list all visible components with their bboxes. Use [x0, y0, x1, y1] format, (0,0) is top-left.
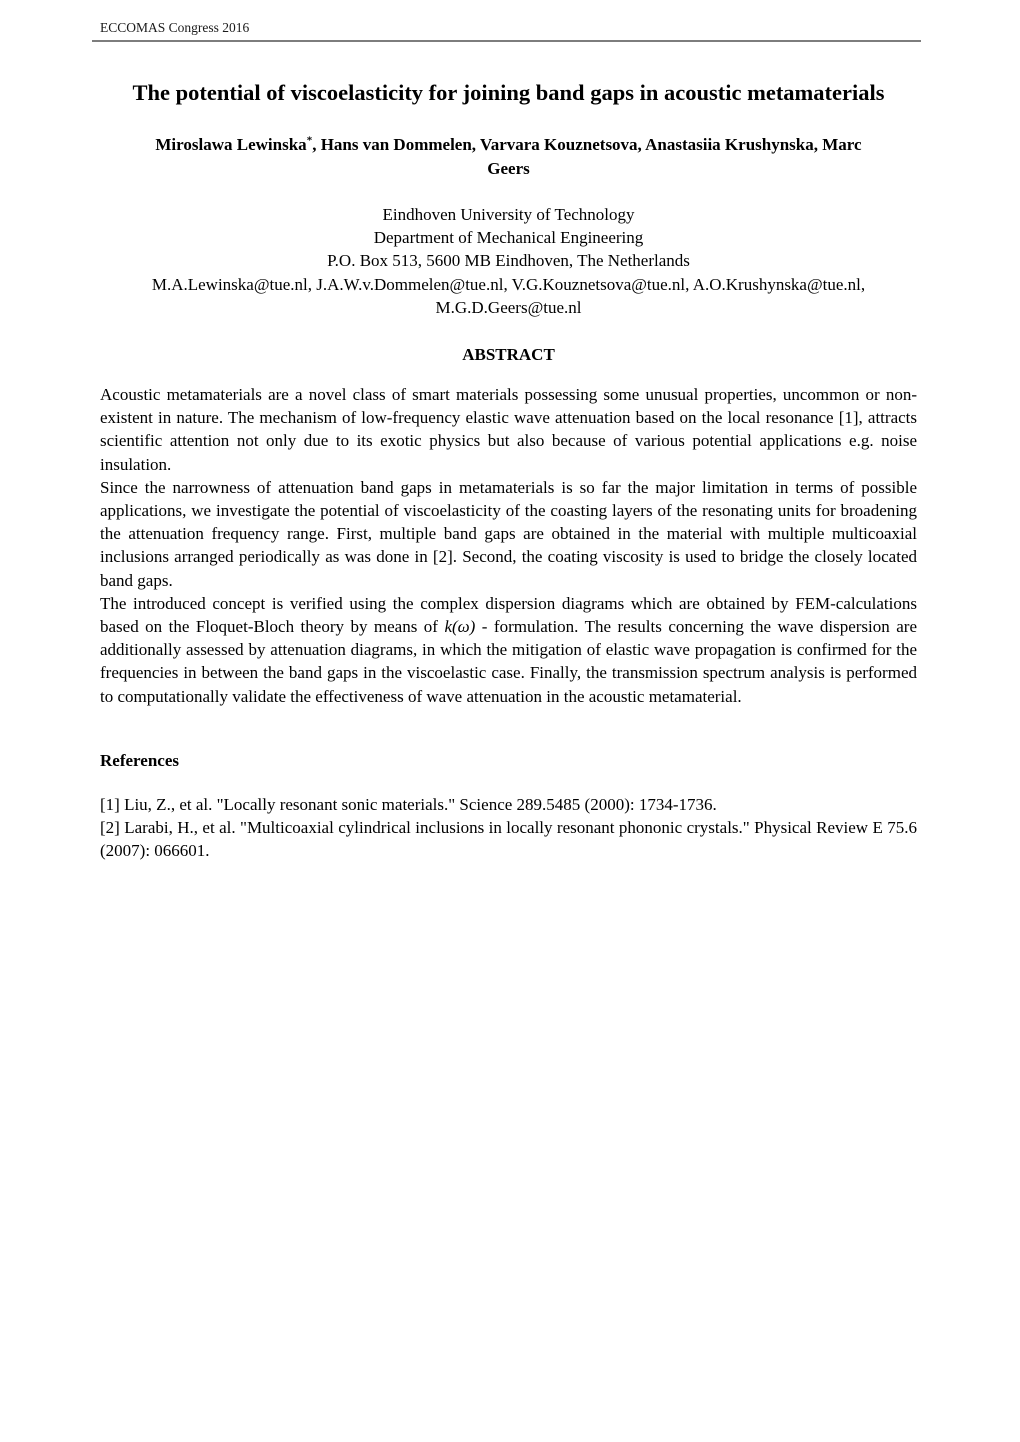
references-heading: References [100, 750, 179, 770]
reference-item-1: [1] Liu, Z., et al. "Locally resonant sonic materials." Science 289.5485 (2000): 1734-1736. [100, 794, 717, 814]
author-name-last: Geers [487, 159, 530, 178]
header-rule [92, 40, 921, 42]
abstract-paragraph-2: Since the narrowness of attenuation band gaps in metamaterials is so far the major limitation in terms of possible applications, we investigate the potential of viscoelasticity of the coasting layers of the resonating units for broadening the attenuation frequency range. First, multiple band gaps are obtained in the material with multiple multicoaxial inclusions arranged periodically as was done in [2]. Second, the coating viscosity is used to bridge the closely located band gaps. [100, 477, 917, 590]
abstract-heading: ABSTRACT [462, 345, 555, 365]
page-header [100, 20, 917, 42]
abstract-paragraph-3-lead: The introduced concept is verified using the complex dispersion diagrams which are obtained by FEM-calculations based on the Floquet-Bloch theory by means of [100, 593, 917, 637]
paper-title: The potential of viscoelasticity for joining band gaps in acoustic metamaterials [132, 80, 885, 105]
corresponding-author-asterisk: * [306, 134, 313, 147]
authors-block [100, 133, 917, 181]
abstract-paragraph-3 [100, 592, 917, 708]
affiliation-block [100, 203, 917, 319]
affiliation-university: Eindhoven University of Technology [382, 205, 635, 224]
math-k-omega: k(ω) [444, 617, 476, 637]
abstract-paragraph-1: Acoustic metamaterials are a novel class of smart materials possessing some unusual properties, uncommon or non-existent in nature. The mechanism of low-frequency elastic wave attenuation based on the local resonance [1], attracts scientific attention not only due to its exotic physics but also because of various potential applications e.g. noise insulation. [100, 385, 917, 474]
affiliation-emails-line1: M.A.Lewinska@tue.nl, J.A.W.v.Dommelen@tue.nl, V.G.Kouznetsova@tue.nl, A.O.Krushynska@tue.nl, [151, 274, 866, 294]
affiliation-department: Department of Mechanical Engineering [373, 228, 644, 248]
author-names-rest: , Hans van Dommelen, Varvara Kouznetsova, Anastasiia Krushynska, Marc [312, 135, 862, 154]
author-name-lead: Miroslawa Lewinska [155, 135, 307, 154]
affiliation-emails-line2: M.G.D.Geers@tue.nl [435, 297, 582, 317]
abstract-paragraph-3-tail: - formulation. The results concerning the wave dispersion are additionally assessed by attenuation diagrams, in which the mitigation of elastic wave propagation is confirmed for the frequencies in between the band gaps in the viscoelastic case. Finally, the transmission spectrum analysis is performed to computationally validate the effectiveness of wave attenuation in the acoustic metamaterial. [100, 617, 917, 706]
affiliation-address: P.O. Box 513, 5600 MB Eindhoven, The Netherlands [327, 251, 690, 271]
reference-item-2: [2] Larabi, H., et al. "Multicoaxial cylindrical inclusions in locally resonant phononic crystals." Physical Review E 75.6 (2007): 066601. [100, 818, 917, 861]
running-header-conference: ECCOMAS Congress 2016 [100, 20, 250, 35]
